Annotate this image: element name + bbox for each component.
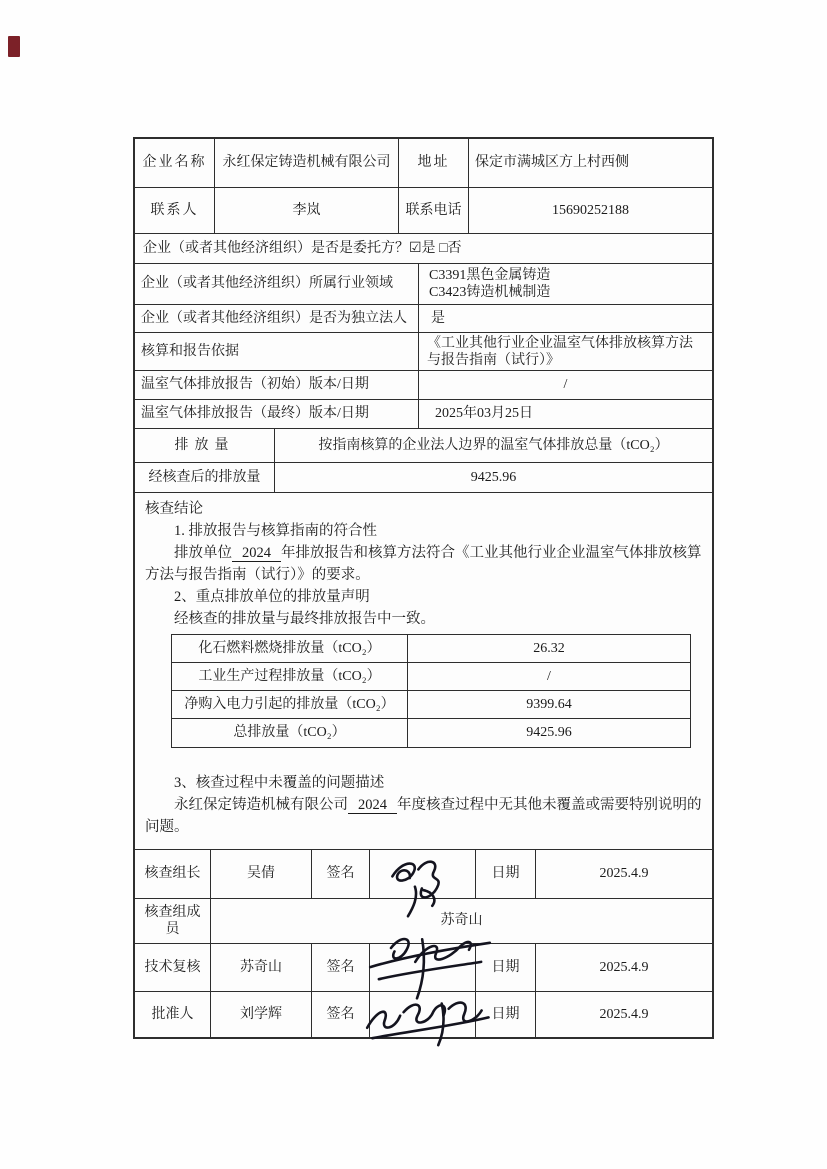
table-row — [172, 691, 690, 719]
members-role-label: 核查组成员 — [135, 899, 211, 943]
approver-signature — [370, 992, 476, 1037]
conclusion-item2-text: 经核查的排放量与最终排放报告中一致。 — [174, 611, 435, 627]
table-row — [172, 719, 690, 747]
sign-label: 签名 — [312, 850, 370, 898]
breakdown-value: 9399.64 — [526, 696, 572, 712]
table-row — [135, 992, 712, 1037]
item1-suffix: 年排放报告和核算方法符合《工业其他行业企业温室气体排放核算方法与报告指南（试行）》的要求。 — [145, 545, 702, 583]
item1-year-underlined: 2024 — [232, 545, 281, 562]
contact-value: 李岚 — [215, 188, 399, 233]
approver-role-label: 批准人 — [135, 992, 211, 1037]
breakdown-value: 26.32 — [533, 640, 565, 656]
handwritten-signature-approver — [362, 990, 492, 1050]
item3-year-underlined: 2024 — [348, 797, 397, 814]
legal-entity-value: 是 — [431, 310, 445, 326]
initial-report-value: / — [563, 377, 568, 393]
leader-role-label: 核查组长 — [135, 850, 211, 898]
reviewer-date: 2025.4.9 — [599, 959, 649, 975]
phone-label: 联系电话 — [399, 188, 469, 233]
conclusion-item3-title: 3、核查过程中未覆盖的问题描述 — [174, 775, 385, 791]
item3-prefix: 永红保定铸造机械有限公司 — [174, 797, 348, 813]
table-row — [135, 234, 712, 264]
verified-emission-label: 经核查后的排放量 — [135, 463, 275, 492]
basis-label: 核算和报告依据 — [135, 333, 419, 370]
yes-checkbox-checked: ☑是 — [409, 240, 436, 256]
date-label: 日期 — [476, 850, 536, 898]
table-row — [135, 493, 712, 850]
table-row — [135, 264, 712, 305]
breakdown-value: 9425.96 — [526, 725, 572, 741]
table-row — [135, 188, 712, 234]
industry-label: 企业（或者其他经济组织）所属行业领域 — [135, 264, 419, 304]
item3-suffix: 年度核查过程中无其他未覆盖或需要特别说明的问题。 — [145, 797, 702, 835]
company-name-value: 永红保定铸造机械有限公司 — [215, 139, 399, 187]
verification-form-table — [133, 137, 714, 1039]
handwritten-signature-reviewer — [364, 922, 496, 1000]
date-label: 日期 — [476, 992, 536, 1037]
handwritten-signature-leader — [382, 852, 460, 918]
final-report-label: 温室气体排放报告（最终）版本/日期 — [135, 400, 419, 428]
verified-emission-value: 9425.96 — [470, 469, 517, 485]
table-row — [172, 663, 690, 691]
legal-entity-label: 企业（或者其他经济组织）是否为独立法人 — [135, 305, 419, 332]
table-row — [135, 429, 712, 463]
approver-name: 刘学辉 — [211, 992, 312, 1037]
approver-date: 2025.4.9 — [599, 1006, 649, 1022]
breakdown-value: / — [547, 668, 551, 684]
members-names: 苏奇山 — [440, 913, 483, 929]
emissions-breakdown-table — [171, 634, 691, 748]
date-label: 日期 — [476, 944, 536, 991]
conclusion-title: 核查结论 — [145, 501, 203, 517]
table-row — [135, 139, 712, 188]
table-row — [135, 850, 712, 899]
table-row — [135, 305, 712, 333]
table-row — [135, 463, 712, 493]
breakdown-label: 总排放量（tCO₂） — [172, 719, 408, 747]
conclusion-item3-text — [145, 794, 702, 838]
emission-qty-label: 排放量 — [135, 429, 275, 462]
client-question-text: 企业（或者其他经济组织）是否是委托方？ — [143, 240, 409, 256]
sign-label: 签名 — [312, 944, 370, 991]
basis-value: 《工业其他行业企业温室气体排放核算方法与报告指南（试行）》 — [427, 335, 693, 368]
leader-name: 吴倩 — [211, 850, 312, 898]
reviewer-role-label: 技术复核 — [135, 944, 211, 991]
table-row — [135, 400, 712, 429]
table-row — [135, 333, 712, 371]
sign-label: 签名 — [312, 992, 370, 1037]
reviewer-signature — [370, 944, 476, 991]
phone-value: 15690252188 — [552, 202, 629, 218]
client-question-line — [135, 234, 712, 263]
breakdown-label: 净购入电力引起的排放量（tCO₂） — [172, 691, 408, 718]
conclusion-section — [135, 493, 712, 849]
final-report-value: 2025年03月25日 — [435, 406, 533, 422]
table-row — [172, 635, 690, 663]
table-row — [135, 944, 712, 992]
company-name-label: 企业名称 — [135, 139, 215, 187]
conclusion-item1-title: 1. 排放报告与核算指南的符合性 — [174, 523, 377, 539]
reviewer-name: 苏奇山 — [211, 944, 312, 991]
industry-code-2: C3423铸造机械制造 — [429, 285, 551, 300]
initial-report-label: 温室气体排放报告（初始）版本/日期 — [135, 371, 419, 399]
industry-code-1: C3391黑色金属铸造 — [429, 268, 551, 283]
breakdown-label: 工业生产过程排放量（tCO₂） — [172, 663, 408, 690]
item1-prefix: 排放单位 — [174, 545, 232, 561]
scan-artifact-mark — [8, 36, 20, 57]
leader-date: 2025.4.9 — [599, 866, 649, 882]
conclusion-item1-text — [145, 542, 702, 586]
emission-qty-desc: 按指南核算的企业法人边界的温室气体排放总量（tCO₂） — [318, 437, 669, 453]
no-checkbox-unchecked: □否 — [439, 240, 462, 256]
conclusion-item2-title: 2、重点排放单位的排放量声明 — [174, 589, 370, 605]
address-label: 地址 — [399, 139, 469, 187]
contact-label: 联系人 — [135, 188, 215, 233]
table-row — [135, 371, 712, 400]
breakdown-label: 化石燃料燃烧排放量（tCO₂） — [172, 635, 408, 662]
address-value: 保定市满城区方上村西侧 — [475, 155, 629, 171]
leader-signature — [370, 850, 476, 898]
industry-value — [419, 264, 712, 304]
